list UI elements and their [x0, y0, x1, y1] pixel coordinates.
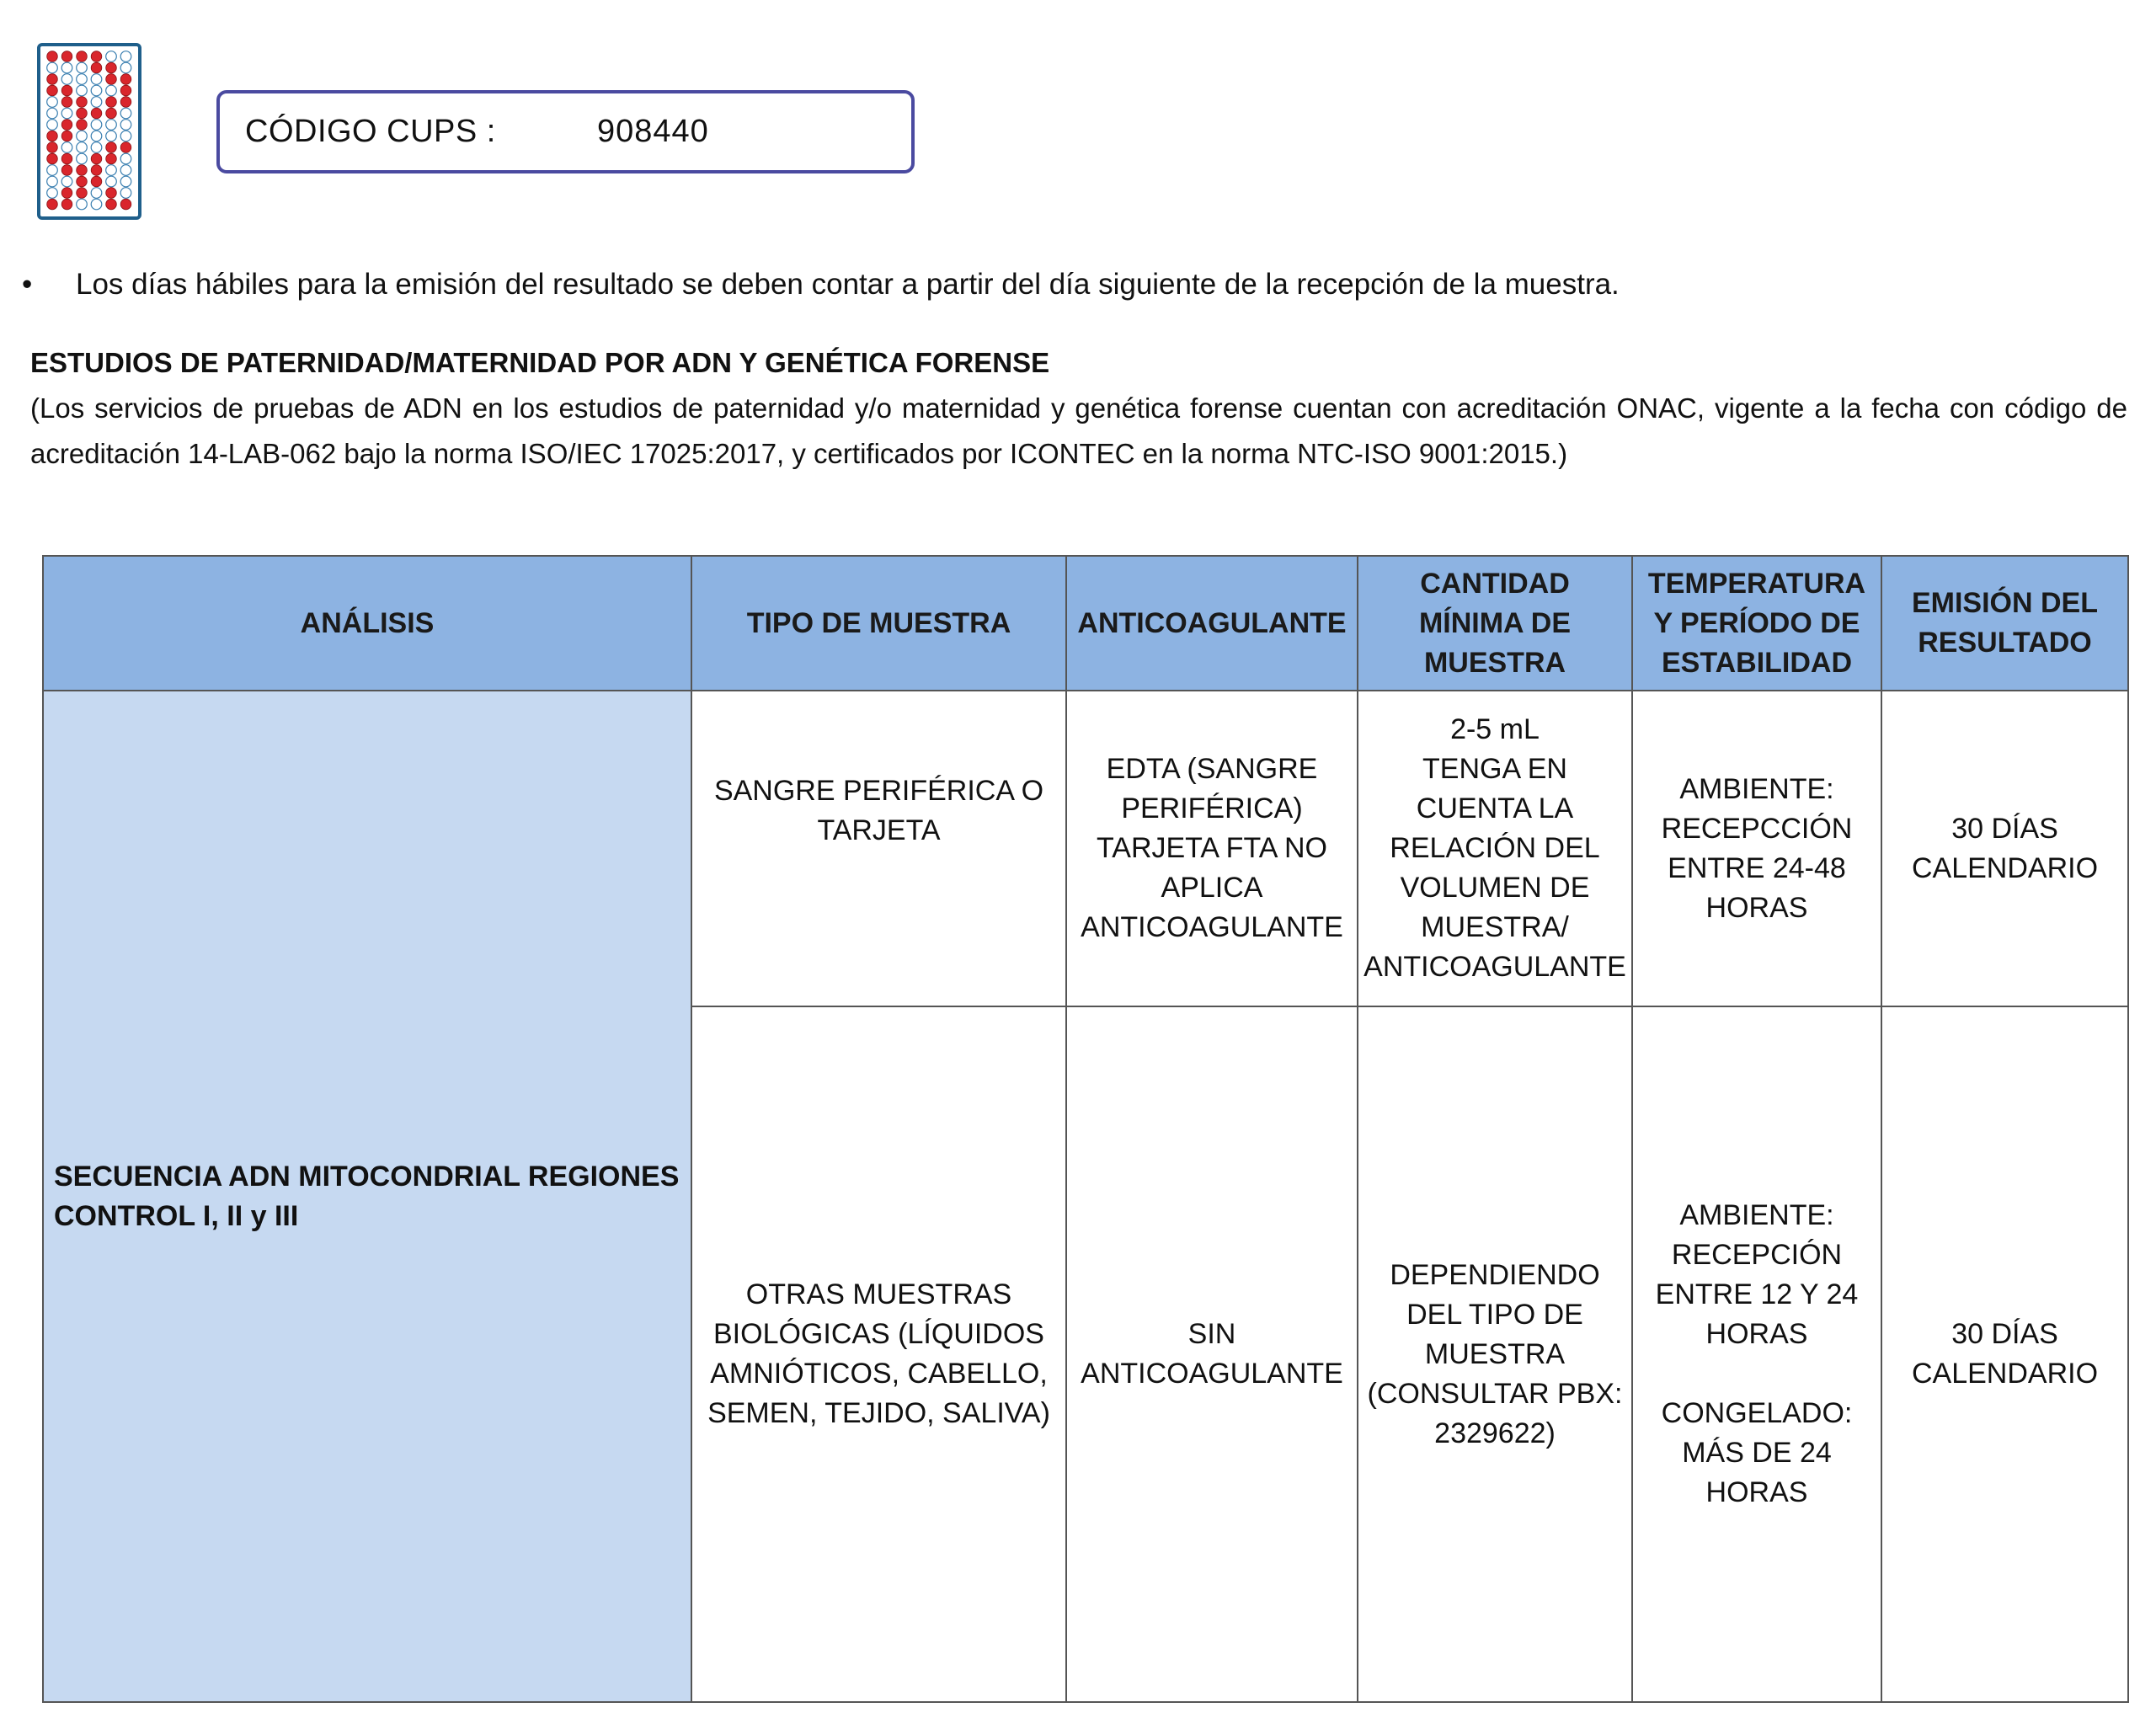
tipo-muestra-cell	[691, 691, 1066, 1006]
temperatura-ambiente: AMBIENTE: RECEPCIÓN ENTRE 12 Y 24 HORAS	[1655, 1199, 1859, 1350]
company-logo	[37, 43, 141, 220]
logo-bead-red	[91, 108, 102, 119]
anticoagulante-cell	[1066, 691, 1358, 1006]
header-emision: EMISIÓN DEL RESULTADO	[1881, 556, 2128, 691]
logo-bead-empty	[106, 51, 117, 62]
anticoagulante-tarjeta: TARJETA FTA NO APLICA ANTICOAGULANTE	[1081, 832, 1343, 943]
logo-bead-empty	[106, 131, 117, 141]
logo-bead-red	[61, 97, 72, 108]
result-days-note	[22, 268, 2127, 302]
logo-bead-red	[77, 188, 88, 199]
logo-bead-red	[91, 176, 102, 187]
logo-bead-red	[120, 74, 131, 85]
anticoagulante: SIN ANTICOAGULANTE	[1081, 1318, 1343, 1390]
logo-bead-empty	[120, 108, 131, 119]
logo-bead-red	[106, 142, 117, 153]
logo-bead-empty	[77, 74, 88, 85]
logo-bead-empty	[77, 131, 88, 141]
logo-bead-red	[61, 199, 72, 210]
logo-bead-empty	[91, 120, 102, 131]
logo-bead-empty	[120, 176, 131, 187]
cups-label: CÓDIGO CUPS :	[245, 114, 496, 149]
logo-bead-red	[91, 165, 102, 176]
anticoagulante-cell	[1066, 1006, 1358, 1702]
logo-bead-empty	[47, 108, 58, 119]
logo-bead-red	[106, 153, 117, 164]
logo-bead-red	[47, 51, 58, 62]
logo-bead-empty	[91, 142, 102, 153]
section-title: ESTUDIOS DE PATERNIDAD/MATERNIDAD POR ADN Y GENÉTICA FORENSE	[30, 347, 1050, 378]
header-cantidad-minima: CANTIDAD MÍNIMA DE MUESTRA	[1358, 556, 1632, 691]
logo-bead-red	[106, 188, 117, 199]
temperatura-cell	[1632, 691, 1881, 1006]
logo-bead-red	[106, 108, 117, 119]
logo-bead-red	[91, 62, 102, 73]
emision-cell	[1881, 691, 2128, 1006]
logo-bead-red	[47, 199, 58, 210]
temperatura-congelado: CONGELADO: MÁS DE 24 HORAS	[1661, 1397, 1853, 1508]
logo-bead-empty	[77, 153, 88, 164]
emision-cell	[1881, 1006, 2128, 1702]
bullet-icon: •	[22, 268, 33, 301]
logo-bead-red	[61, 85, 72, 96]
cups-code: 908440	[597, 114, 709, 149]
logo-bead-empty	[47, 188, 58, 199]
logo-bead-empty	[91, 199, 102, 210]
logo-bead-empty	[77, 62, 88, 73]
table-header-row	[43, 556, 2128, 691]
logo-bead-empty	[61, 74, 72, 85]
dna-bead-grid-icon	[40, 46, 138, 216]
logo-bead-red	[47, 74, 58, 85]
cups-code-box	[216, 90, 915, 173]
logo-bead-red	[91, 153, 102, 164]
header-anticoagulante: ANTICOAGULANTE	[1066, 556, 1358, 691]
logo-bead-empty	[120, 153, 131, 164]
logo-bead-empty	[61, 62, 72, 73]
logo-bead-empty	[91, 85, 102, 96]
logo-bead-empty	[61, 176, 72, 187]
logo-bead-empty	[120, 120, 131, 131]
cantidad-nota: TENGA EN CUENTA LA RELACIÓN DEL VOLUMEN DE MUESTRA/ ANTICOAGULANTE	[1364, 753, 1626, 983]
logo-bead-red	[106, 97, 117, 108]
logo-bead-red	[106, 199, 117, 210]
logo-bead-empty	[91, 188, 102, 199]
logo-bead-empty	[47, 165, 58, 176]
logo-bead-empty	[106, 165, 117, 176]
logo-bead-red	[47, 131, 58, 141]
logo-bead-empty	[47, 62, 58, 73]
logo-bead-empty	[61, 108, 72, 119]
logo-bead-empty	[120, 62, 131, 73]
section-description: (Los servicios de pruebas de ADN en los estudios de paternidad y/o maternidad y genética forense cuentan con acreditación ONAC, vigente a la fecha con código de acreditación 14-LAB-062 bajo la norma ISO/IEC 17025:2017, y certificados por ICONTEC en la norma NTC-ISO 9001:2015.)	[30, 392, 2127, 469]
logo-bead-empty	[120, 51, 131, 62]
cantidad-cell	[1358, 691, 1632, 1006]
table-row	[43, 691, 2128, 1006]
anticoagulante-edta: EDTA (SANGRE PERIFÉRICA)	[1106, 753, 1318, 824]
logo-bead-empty	[47, 97, 58, 108]
analysis-name: SECUENCIA ADN MITOCONDRIAL REGIONES CONTROL I, II y III	[43, 691, 691, 1702]
logo-bead-red	[120, 85, 131, 96]
logo-bead-red	[77, 51, 88, 62]
logo-bead-red	[120, 142, 131, 153]
logo-bead-red	[61, 120, 72, 131]
logo-bead-empty	[91, 131, 102, 141]
logo-bead-red	[47, 142, 58, 153]
temperatura: AMBIENTE: RECEPCCIÓN ENTRE 24-48 HORAS	[1661, 772, 1853, 924]
logo-bead-empty	[77, 142, 88, 153]
logo-bead-empty	[77, 199, 88, 210]
services-table	[42, 555, 2129, 1703]
result-days-text: Los días hábiles para la emisión del resultado se deben contar a partir del día siguiente de la recepción de la muestra.	[76, 268, 1620, 301]
logo-bead-empty	[91, 97, 102, 108]
tipo-muestra-cell	[691, 1006, 1066, 1702]
cantidad: DEPENDIENDO DEL TIPO DE MUESTRA (CONSULTAR PBX: 2329622)	[1367, 1258, 1623, 1449]
logo-bead-red	[120, 97, 131, 108]
temperatura-cell	[1632, 1006, 1881, 1702]
logo-bead-empty	[77, 85, 88, 96]
logo-bead-empty	[120, 165, 131, 176]
tipo-muestra: OTRAS MUESTRAS BIOLÓGICAS (LÍQUIDOS AMNIÓTICOS, CABELLO, SEMEN, TEJIDO, SALIVA)	[707, 1278, 1050, 1429]
logo-bead-red	[77, 176, 88, 187]
logo-bead-empty	[47, 176, 58, 187]
logo-bead-red	[47, 85, 58, 96]
logo-bead-empty	[47, 120, 58, 131]
logo-bead-red	[61, 153, 72, 164]
logo-bead-empty	[120, 188, 131, 199]
logo-bead-empty	[106, 176, 117, 187]
logo-bead-red	[77, 108, 88, 119]
logo-bead-red	[47, 153, 58, 164]
logo-bead-red	[61, 188, 72, 199]
tipo-muestra: SANGRE PERIFÉRICA O TARJETA	[713, 774, 1044, 846]
logo-bead-red	[61, 165, 72, 176]
spacer	[1641, 1354, 1872, 1394]
logo-bead-empty	[106, 85, 117, 96]
logo-bead-red	[61, 51, 72, 62]
logo-bead-red	[77, 97, 88, 108]
logo-bead-red	[120, 199, 131, 210]
logo-bead-empty	[91, 74, 102, 85]
header-analisis: ANÁLISIS	[43, 556, 691, 691]
cantidad-volumen: 2-5 mL	[1450, 713, 1540, 745]
logo-bead-empty	[120, 131, 131, 141]
cantidad-cell	[1358, 1006, 1632, 1702]
logo-bead-empty	[106, 120, 117, 131]
header-tipo-muestra: TIPO DE MUESTRA	[691, 556, 1066, 691]
emision: 30 DÍAS CALENDARIO	[1911, 812, 2099, 884]
logo-bead-red	[61, 131, 72, 141]
logo-bead-red	[106, 74, 117, 85]
logo-bead-red	[77, 165, 88, 176]
emision: 30 DÍAS CALENDARIO	[1911, 1318, 2099, 1390]
logo-bead-empty	[61, 142, 72, 153]
header-temperatura: TEMPERATURA Y PERÍODO DE ESTABILIDAD	[1632, 556, 1881, 691]
logo-bead-red	[91, 51, 102, 62]
logo-bead-red	[106, 62, 117, 73]
logo-bead-red	[77, 120, 88, 131]
